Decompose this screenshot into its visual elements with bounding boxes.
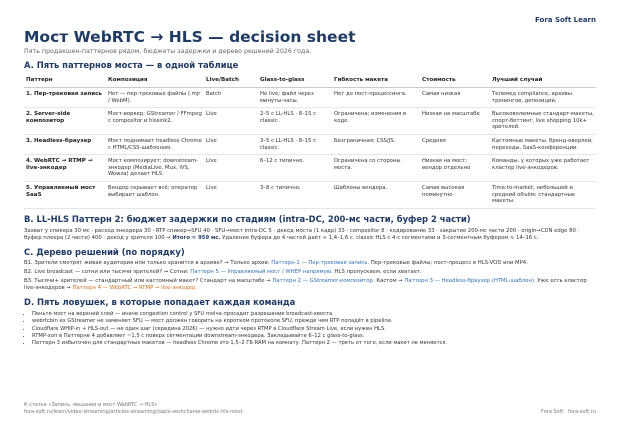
table-cell: Мост композирует; downstream-энкодер (MediaLive, Mux, IVS, Wowza) делает HLS. [106, 155, 204, 182]
footer-brand: Fora Soft · fora-soft.ru [541, 409, 596, 415]
section-a-heading: A. Пять паттернов моста — в одной таблице [24, 60, 239, 70]
table-cell: 2–5 с LL-HLS · 8–15 с classic. [258, 108, 332, 135]
column-header: Паттерн [24, 75, 106, 88]
table-cell: Высоковолюмные стандарт-макеты, спорт-беттинг, live shopping 10k+ зрителей. [490, 108, 596, 135]
table-cell: Кастомные макеты, бренд-оверлеи, переходы, SaaS-конференции. [490, 134, 596, 154]
table-cell: Низкая на масштабе [420, 108, 490, 135]
table-cell: Live [204, 181, 258, 208]
table-cell: Низкая на мост; вендор отдельно [420, 155, 490, 182]
tree-mid: Уже есть кластер live-энкодеров → [24, 278, 587, 292]
decision-sheet [24, 14, 596, 347]
decision-tree [24, 260, 596, 292]
section-d-heading: D. Пять ловушек, в которые попадает каждая команда [24, 297, 296, 308]
table-cell: 3–8 с типично. [258, 181, 332, 208]
column-header: Лучший случай [490, 75, 596, 88]
tree-mid: Кастом → [374, 278, 405, 285]
footer-url[interactable]: fora-soft.ru/learn/video-streaming/articles-streaming/zapis-veshchanie-webrtc-hls-most [24, 409, 243, 415]
table-row [24, 181, 596, 208]
tree-path: Паттерн 4 — WebRTC → RTMP → live-энкодер. [72, 285, 198, 292]
table-cell: Средняя [420, 134, 490, 154]
section-c-heading: C. Дерево решений (по порядку) [24, 247, 185, 258]
page-title: Мост WebRTC → HLS — decision sheet [24, 28, 356, 46]
table-cell: Шаблоны вендора. [332, 181, 420, 208]
budget-stages: Захват у спикера 30 мс · расход энкодера 30 · RTP спикер→SFU 40 · SFU→мост intra-DC 5 · декод моста (1 кадр) 33 · compositor 8 · кодирование 33 · закрытие 200-мс части 200 · origin→CDN edge 80 · буфер плеера (2 части) 400 · декод у зрителя 100 → [24, 227, 580, 241]
traps-list [24, 311, 596, 347]
tree-step [24, 278, 596, 292]
patterns-table [24, 75, 596, 209]
table-cell: 4. WebRTC → RTMP → live-энкодер [24, 155, 106, 182]
budget-total: Итого ≈ 959 мс. [172, 234, 221, 241]
column-header: Live/Batch [204, 75, 258, 88]
tree-tail: HLS пропускаем, если хватает. [332, 269, 422, 276]
table-cell: 3. Headless-браузер [24, 134, 106, 154]
tree-path: Паттерн 5 — Управляемый мост / WHEP напрямую. [190, 269, 333, 276]
footer-source [24, 402, 243, 416]
tree-tail: Пер-трековые файлы; пост-процесс в HLS-VOD или MP4. [369, 260, 528, 267]
table-cell: Самая низкая [420, 88, 490, 108]
tree-step [24, 269, 596, 276]
table-cell: Не live; файл через минуты-часы. [258, 88, 332, 108]
table-cell: Live [204, 155, 258, 182]
tree-path: Паттерн 1 — Пер-трековая запись. [271, 260, 370, 267]
column-header: Гибкость макета [332, 75, 420, 88]
table-header-row [24, 75, 596, 88]
table-cell: Ограничена со стороны моста. [332, 155, 420, 182]
column-header: Стоимость [420, 75, 490, 88]
table-cell: 6–12 с типично. [258, 155, 332, 182]
list-item: • RTMP-хоп в Паттерне 4 добавляет ~1,5 с поверх сегментации downstream-энкодера. Закладывайте 6–12 с glass-to-glass. [32, 333, 596, 340]
tree-question: В3. Тысячи+ зрителей — стандартный или кастомный макет? Стандарт на масштабе → [24, 278, 273, 285]
footer-article-title: К статье «Запись, вещание и мост WebRTC → HLS» [24, 402, 158, 408]
column-header: Композиция [106, 75, 204, 88]
brand-label: Fora Soft Learn [535, 16, 596, 24]
table-cell: Самая высокая поминутно [420, 181, 490, 208]
table-cell: Ограничена; изменения в коде. [332, 108, 420, 135]
latency-budget-text [24, 228, 596, 242]
table-cell: Вендор скрывает всё; оператор выбирает шаблон. [106, 181, 204, 208]
table-cell: Нет — пер-трековые файлы (.mjr / WebM). [106, 88, 204, 108]
tree-path: Паттерн 3 — Headless-браузер (HTML-шаблон). [404, 278, 536, 285]
tree-path: Паттерн 2 — GStreamer-композитор. [272, 278, 375, 285]
table-cell: Команды, у которых уже работает кластер live-энкодеров. [490, 155, 596, 182]
tree-question: В2. Live broadcast — сотни или тысячи зрителей? → Сотни: [24, 269, 191, 276]
table-row [24, 134, 596, 154]
table-row [24, 155, 596, 182]
table-cell: 3–5 с LL-HLS · 8–15 с classic. [258, 134, 332, 154]
tree-question: В1. Зрители смотрят живая аудитория или только хранится в архиве? → Только архив: [24, 260, 272, 267]
page-subtitle: Пять продакшен-паттернов рядом, бюджеты задержки и дерево решений 2026 года. [24, 48, 312, 55]
list-item: • webrtcbin из GStreamer не заменяет SFU — мост должен говорить на коротком протоколе SFU, прежде чем RTP попадёт в pipeline. [32, 318, 596, 325]
table-cell: 2. Server-side композитор [24, 108, 106, 135]
table-cell: Безграничная; CSS/JS. [332, 134, 420, 154]
section-b-heading: B. LL-HLS Паттерн 2: бюджет задержки по стадиям (intra-DC, 200-мс части, буфер 2 части) [24, 213, 471, 224]
table-cell: Live [204, 134, 258, 154]
table-cell: 5. Управляемый мост SaaS [24, 181, 106, 208]
table-cell: Нет до пост-процессинга. [332, 88, 420, 108]
table-cell: 1. Пер-трековая запись [24, 88, 106, 108]
tree-step [24, 260, 596, 267]
table-cell: Телемед compliance, архивы тренингов, депозиции. [490, 88, 596, 108]
budget-tail: Удаление буфера до 4 частей даёт ≈ 1,4–1,6 с. classic HLS с 4-с сегментами и 3-сегментным буфером ≈ 14–16 с. [220, 234, 539, 241]
list-item: • Cloudflare WHIP-in + HLS-out — не один шаг (середина 2026) — нужно идти через RTMP в Cloudflare Stream Live, если нужен HLS. [32, 326, 596, 333]
table-cell: Time-to-market; небольшой и средний объём; стандартные макеты. [490, 181, 596, 208]
column-header: Glass-to-glass [258, 75, 332, 88]
table-row [24, 88, 596, 108]
list-item: • Пеньте мост на верхний слой — иначе congestion control у SFU molча просадит разрешение broadcast-хвоста. [32, 311, 596, 318]
table-cell: Batch [204, 88, 258, 108]
table-cell: Мост-воркер; GStreamer / FFmpeg c compositor и hlssink2. [106, 108, 204, 135]
list-item: • Паттерн 3 избыточен для стандартных макетов — headless Chrome это 1,5–2 ГБ RAM на комнату. Паттерн 2 — треть от того, если макет не меняется. [32, 340, 596, 347]
table-cell: Мост поднимает headless Chrome с HTML/CSS-шаблоном. [106, 134, 204, 154]
table-row [24, 108, 596, 135]
table-cell: Live [204, 108, 258, 135]
